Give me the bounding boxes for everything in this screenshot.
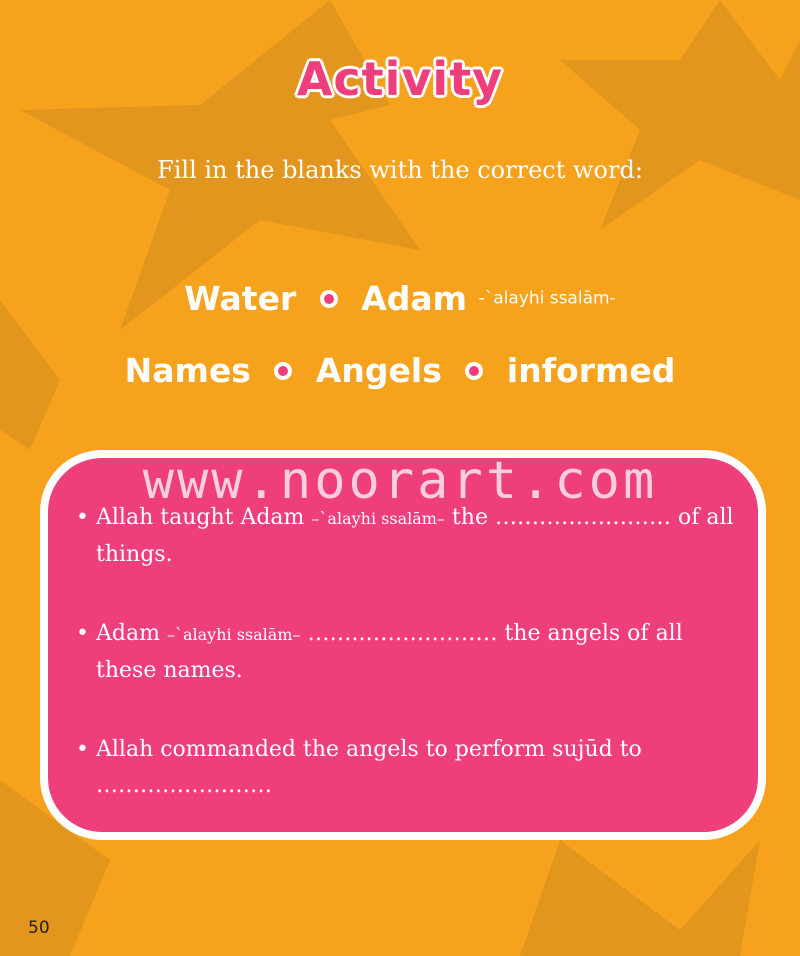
question-note: –`alayhi ssalām–	[311, 509, 445, 528]
question-item	[76, 732, 746, 804]
bullet-icon: •	[76, 621, 89, 646]
page-number: 50	[28, 918, 50, 938]
word-water: Water	[184, 279, 297, 318]
separator-dot-icon	[274, 362, 292, 380]
word-adam-note: -`alayhi ssalām-	[478, 288, 616, 309]
bullet-icon: •	[76, 737, 89, 762]
question-note: –`alayhi ssalām–	[166, 625, 301, 644]
question-text: Adam	[96, 621, 167, 646]
word-bank-row-2	[0, 349, 800, 390]
word-bank-row-1	[0, 277, 800, 318]
instruction-text: Fill in the blanks with the correct word:	[157, 156, 643, 184]
question-text-after: the …………………… of all things.	[96, 505, 734, 567]
question-text-after: ……..……………… the angels of all these names.	[96, 621, 683, 683]
bullet-icon: •	[76, 505, 89, 530]
question-item	[76, 616, 746, 689]
separator-dot-icon	[320, 290, 338, 308]
word-informed: informed	[506, 351, 676, 390]
watermark: www.noorart.com	[142, 451, 658, 511]
word-angels: Angels	[315, 351, 442, 390]
word-names: Names	[124, 351, 251, 390]
activity-title: Activity	[296, 52, 504, 106]
separator-dot-icon	[465, 362, 483, 380]
question-text: Allah commanded the angels to perform sujūd to ……………………	[96, 737, 642, 798]
word-adam: Adam	[361, 279, 468, 318]
question-text: Allah taught Adam	[96, 505, 312, 530]
